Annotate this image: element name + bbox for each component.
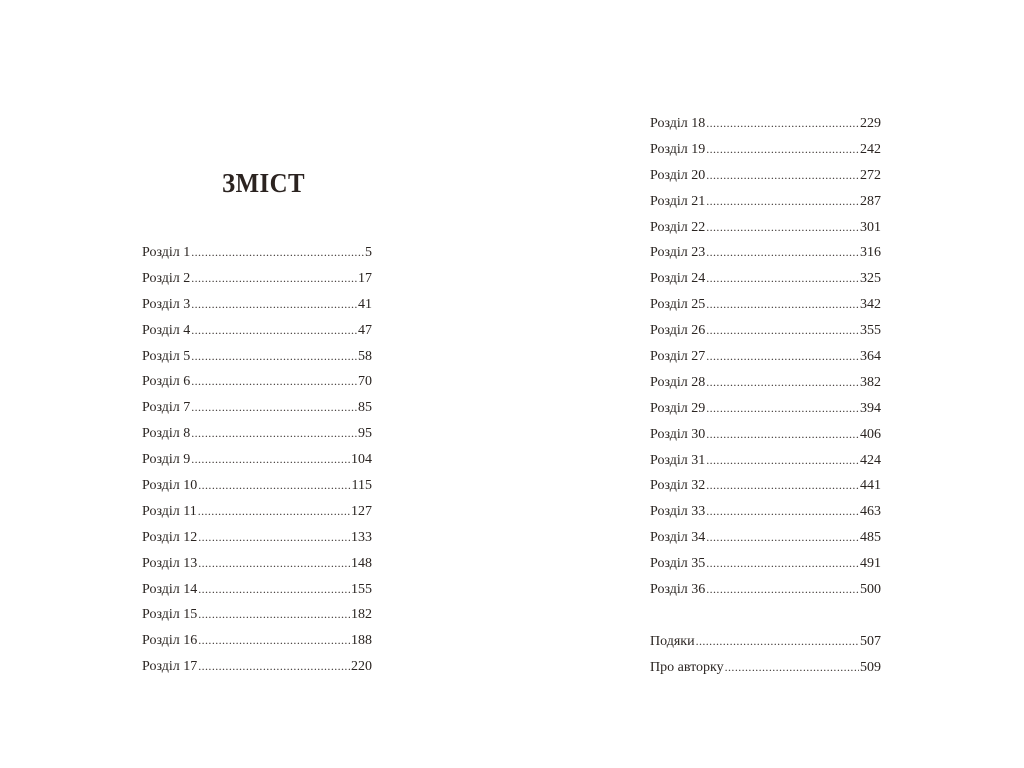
toc-entry[interactable]	[650, 475, 881, 501]
toc-entry-page-number: 441	[860, 478, 881, 494]
toc-entry-page-number: 394	[860, 400, 881, 416]
toc-entry-label: Розділ 27	[650, 349, 706, 365]
toc-entry-page-number: 406	[860, 426, 881, 442]
toc-entry[interactable]	[650, 268, 881, 294]
toc-entry-label: Про авторку	[650, 659, 724, 675]
toc-entry-page-number: 155	[351, 581, 372, 597]
toc-entry-label: Розділ 34	[650, 530, 706, 546]
dot-leader	[191, 320, 357, 340]
toc-entry[interactable]	[650, 191, 881, 217]
toc-entry-page-number: 95	[358, 426, 372, 442]
toc-entry-label: Розділ 17	[142, 659, 198, 675]
toc-entry[interactable]	[650, 501, 881, 527]
toc-entry[interactable]	[142, 449, 372, 475]
toc-entry-label: Розділ 20	[650, 167, 706, 183]
toc-entry[interactable]	[142, 604, 372, 630]
toc-entry[interactable]	[650, 242, 881, 268]
dot-leader	[706, 579, 859, 599]
toc-entry[interactable]	[142, 475, 372, 501]
toc-entry-label: Розділ 15	[142, 607, 198, 623]
dot-leader	[706, 139, 859, 159]
toc-spacer	[650, 605, 881, 631]
toc-entry[interactable]	[142, 242, 372, 268]
toc-entry-page-number: 325	[860, 271, 881, 287]
toc-entry-page-number: 133	[351, 529, 372, 545]
dot-leader	[198, 604, 350, 624]
toc-entry[interactable]	[650, 424, 881, 450]
toc-entry-label: Розділ 36	[650, 582, 706, 598]
dot-leader	[706, 398, 859, 418]
dot-leader	[706, 372, 859, 392]
toc-entry-label: Розділ 8	[142, 426, 191, 442]
toc-entry-page-number: 41	[358, 296, 372, 312]
toc-entry[interactable]	[142, 553, 372, 579]
dot-leader	[191, 371, 357, 391]
toc-entry-page-number: 509	[860, 659, 881, 675]
toc-entry-page-number: 85	[358, 400, 372, 416]
toc-entry[interactable]	[142, 371, 372, 397]
toc-entry[interactable]	[650, 346, 881, 372]
toc-entry[interactable]	[142, 423, 372, 449]
toc-heading: ЗМІСТ	[222, 168, 306, 198]
toc-entry-page-number: 424	[860, 452, 881, 468]
toc-entry-page-number: 272	[860, 167, 881, 183]
dot-leader	[706, 527, 859, 547]
toc-entry-label: Розділ 29	[650, 400, 706, 416]
dot-leader	[706, 424, 859, 444]
toc-entry[interactable]	[142, 320, 372, 346]
dot-leader	[706, 320, 859, 340]
toc-entry-page-number: 115	[351, 478, 372, 494]
dot-leader	[191, 268, 357, 288]
toc-entry-label: Розділ 7	[142, 400, 191, 416]
toc-entry[interactable]	[650, 553, 881, 579]
toc-entry-page-number: 485	[860, 530, 881, 546]
dot-leader	[198, 475, 350, 495]
dot-leader	[706, 242, 859, 262]
toc-entry[interactable]	[142, 397, 372, 423]
dot-leader	[706, 191, 859, 211]
toc-entry-label: Розділ 25	[650, 297, 706, 313]
dot-leader	[198, 630, 350, 650]
dot-leader	[706, 268, 859, 288]
toc-entry-label: Розділ 30	[650, 426, 706, 442]
toc-entry-label: Розділ 2	[142, 270, 191, 286]
toc-entry-label: Розділ 6	[142, 374, 191, 390]
toc-entry-label: Розділ 3	[142, 296, 191, 312]
toc-entry[interactable]	[650, 165, 881, 191]
toc-entry-label: Розділ 11	[142, 503, 197, 519]
dot-leader	[198, 501, 350, 521]
toc-entry[interactable]	[142, 346, 372, 372]
toc-entry[interactable]	[650, 372, 881, 398]
toc-entry[interactable]	[142, 268, 372, 294]
dot-leader	[191, 346, 357, 366]
toc-entry-page-number: 242	[860, 141, 881, 157]
toc-entry-label: Розділ 13	[142, 555, 198, 571]
toc-entry[interactable]	[650, 113, 881, 139]
toc-entry-label: Розділ 9	[142, 452, 191, 468]
dot-leader	[191, 242, 364, 262]
toc-entry-page-number: 382	[860, 374, 881, 390]
toc-entry-label: Розділ 1	[142, 245, 191, 260]
toc-entry-page-number: 229	[860, 116, 881, 131]
toc-entry-page-number: 70	[358, 374, 372, 390]
toc-entry-page-number: 58	[358, 348, 372, 364]
toc-entry-page-number: 104	[351, 452, 372, 468]
toc-entry[interactable]	[650, 320, 881, 346]
toc-entry-label: Розділ 14	[142, 581, 198, 597]
toc-entry[interactable]	[142, 501, 372, 527]
toc-entry-page-number: 17	[358, 270, 372, 286]
toc-entry-label: Розділ 16	[142, 633, 198, 649]
toc-entry-label: Розділ 35	[650, 556, 706, 572]
toc-entry-page-number: 500	[860, 582, 881, 598]
dot-leader	[706, 217, 859, 237]
dot-leader	[725, 657, 859, 677]
dot-leader	[706, 475, 859, 495]
dot-leader	[191, 397, 357, 417]
toc-entry-page-number: 47	[358, 322, 372, 338]
toc-entry-page-number: 148	[351, 555, 372, 571]
toc-entry-label: Розділ 12	[142, 529, 198, 545]
toc-entry-label: Розділ 28	[650, 374, 706, 390]
toc-entry-page-number: 220	[351, 659, 372, 675]
toc-entry[interactable]	[650, 527, 881, 553]
dot-leader	[191, 423, 357, 443]
toc-entry-label: Розділ 4	[142, 322, 191, 338]
dot-leader	[706, 294, 859, 314]
toc-right-column	[650, 113, 881, 683]
toc-entry-page-number: 188	[351, 633, 372, 649]
toc-entry-page-number: 301	[860, 219, 881, 235]
toc-entry[interactable]	[142, 656, 372, 682]
toc-entry[interactable]	[650, 139, 881, 165]
dot-leader	[706, 501, 859, 521]
toc-entry-label: Розділ 32	[650, 478, 706, 494]
dot-leader	[198, 656, 350, 676]
toc-entry[interactable]	[650, 579, 881, 605]
dot-leader	[706, 165, 859, 185]
dot-leader	[706, 450, 859, 470]
toc-entry[interactable]	[650, 217, 881, 243]
toc-entry[interactable]	[650, 450, 881, 476]
toc-entry-label: Розділ 24	[650, 271, 706, 287]
dot-leader	[706, 346, 859, 366]
toc-entry-label: Розділ 26	[650, 323, 706, 339]
toc-entry-label: Розділ 31	[650, 452, 706, 468]
toc-entry-page-number: 316	[860, 245, 881, 261]
toc-entry-label: Розділ 18	[650, 116, 706, 131]
dot-leader	[198, 553, 350, 573]
toc-entry[interactable]	[142, 294, 372, 320]
toc-entry-label: Розділ 23	[650, 245, 706, 261]
toc-entry[interactable]	[650, 657, 881, 683]
toc-entry-label: Розділ 21	[650, 193, 706, 209]
toc-left-column	[142, 242, 372, 682]
toc-entry-page-number: 287	[860, 193, 881, 209]
dot-leader	[191, 294, 357, 314]
toc-entry[interactable]	[142, 527, 372, 553]
toc-entry-page-number: 182	[351, 607, 372, 623]
toc-entry-label: Розділ 19	[650, 141, 706, 157]
dot-leader	[198, 579, 350, 599]
toc-entry-label: Розділ 10	[142, 478, 198, 494]
toc-entry-page-number: 5	[365, 245, 372, 260]
toc-entry-page-number: 342	[860, 297, 881, 313]
toc-entry-label: Розділ 22	[650, 219, 706, 235]
toc-entry[interactable]	[142, 579, 372, 605]
dot-leader	[696, 631, 859, 651]
toc-entry[interactable]	[650, 631, 881, 657]
toc-entry[interactable]	[650, 398, 881, 424]
toc-entry[interactable]	[142, 630, 372, 656]
toc-entry-page-number: 364	[860, 349, 881, 365]
toc-entry-page-number: 463	[860, 504, 881, 520]
toc-entry-page-number: 355	[860, 323, 881, 339]
dot-leader	[706, 553, 859, 573]
toc-entry-page-number: 507	[860, 633, 881, 649]
toc-entry-page-number: 127	[351, 503, 372, 519]
dot-leader	[706, 113, 859, 133]
dot-leader	[198, 527, 350, 547]
toc-entry-page-number: 491	[860, 556, 881, 572]
toc-entry-label: Розділ 33	[650, 504, 706, 520]
dot-leader	[191, 449, 350, 469]
toc-entry-label: Подяки	[650, 633, 695, 649]
toc-entry-label: Розділ 5	[142, 348, 191, 364]
toc-entry[interactable]	[650, 294, 881, 320]
